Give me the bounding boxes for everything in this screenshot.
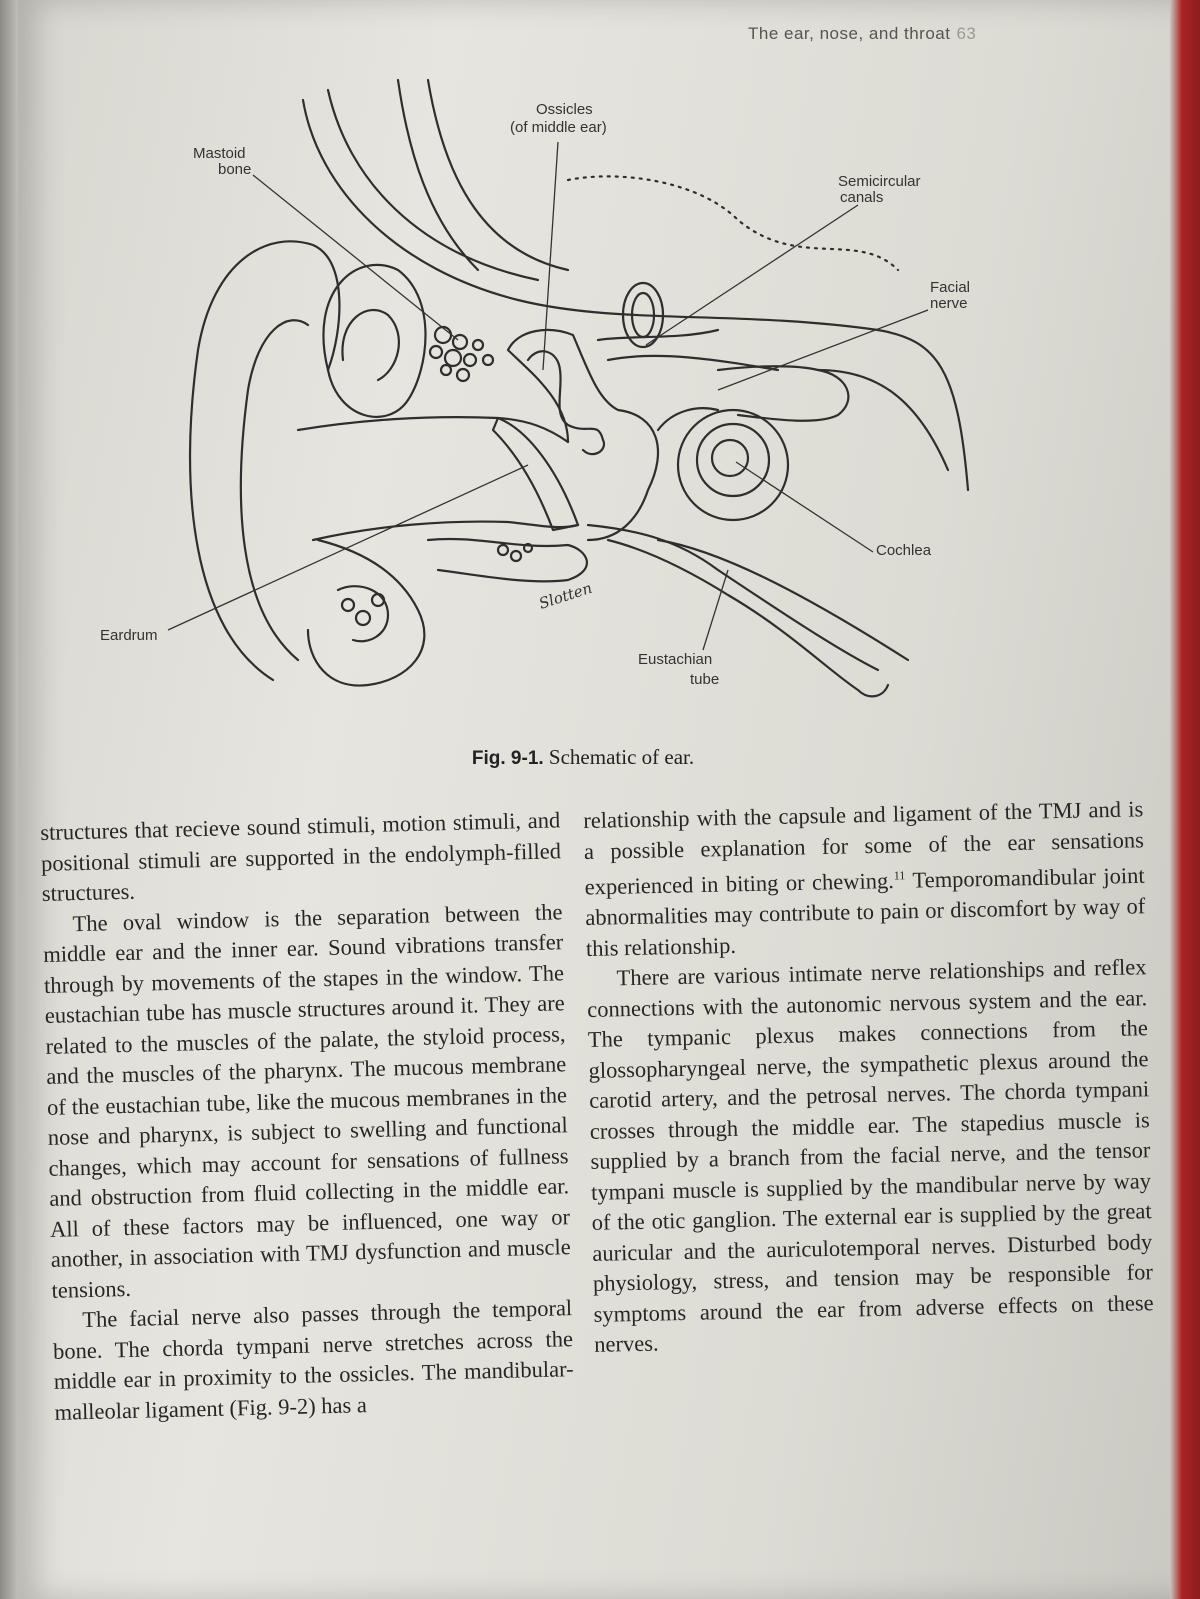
eardrum-shape [493, 418, 578, 530]
label-ossicles-2: (of middle ear) [510, 119, 607, 136]
right-paragraph-2: There are various intimate nerve relationships and reflex connections with the autonomic nervous system and the ear. The tympanic plexus makes connections from the glossopharyngeal nerve, the sympathetic plexus around the carotid artery, and the petrosal nerves. The chorda tympani crosses through the middle ear. The stapedius muscle is supplied by a branch from the facial nerve, and the tensor tympani muscle is supplied by the mandibular nerve by way of the otic ganglion. The external ear is supplied by the great auricular and the auriculotemporal nerves. Disturbed body physiology, stress, and tension may be responsible for symptoms around the ear from adverse effects on these nerves. [586, 954, 1154, 1357]
label-facial-2: nerve [930, 295, 968, 312]
left-paragraph-1: structures that recieve sound stimuli, motion stimuli, and positional stimuli are supported in the endolymph-filled structures. [40, 807, 562, 906]
left-paragraph-3: The facial nerve also passes through the temporal bone. The chorda tympani nerve stretches across the middle ear in proximity to the ossicles. The mandibular-malleolar ligament (Fig. 9-2) has a [52, 1295, 574, 1425]
leader-eardrum [168, 465, 528, 630]
page-number: 63 [956, 24, 977, 43]
label-ossicles-1: Ossicles [536, 101, 593, 118]
right-paragraph-1-end: Temporomandibular joint abnormalities may contribute to pain or discomfort by way of this relationship. [585, 862, 1146, 961]
cochlea-outer [678, 410, 788, 520]
skull-curve-2 [328, 90, 538, 280]
eustachian-tube-bottom [608, 540, 888, 696]
right-paragraph-1-start: relationship with the capsule and ligament of the TMJ and is a possible explanation for some of the ear sensations experienced in biting or chewing. [583, 796, 1145, 900]
left-paragraph-2: The oval window is the separation between the middle ear and the inner ear. Sound vibrations transfer through by movements of the stapes in the window. The eustachian tube has muscle structures around it. They are related to the muscles of the palate, the styloid process, and the muscles of the pharynx. The mucous membrane of the eustachian tube, like the mucous membranes in the nose and pharynx, is subject to swelling and functional changes, which may account for sensations of fullness and obstruction from fluid collecting in the middle ear. All of these factors may be influenced, one way or another, in association with TMJ dysfunction and muscle tensions. [43, 898, 571, 1303]
figure-caption-number: Fig. 9-1. [471, 748, 544, 769]
label-mastoid-2: bone [218, 161, 252, 178]
label-eustachian-1: Eustachian [638, 651, 713, 668]
artist-signature: Slotten [536, 578, 595, 613]
label-mastoid-1: Mastoid [193, 145, 246, 162]
label-eustachian-2: tube [690, 671, 720, 688]
ear-schematic-figure [98, 70, 998, 710]
leader-ossicles [543, 142, 558, 370]
right-text-column [583, 794, 1154, 1360]
running-head-title: The ear, nose, and throat [748, 24, 951, 43]
label-semicircular-1: Semicircular [838, 173, 921, 190]
leader-cochlea [736, 462, 873, 552]
ear-canal-bottom [313, 522, 578, 540]
left-text-column [40, 805, 575, 1428]
leader-facial [718, 310, 928, 390]
figure-caption-text: Schematic of ear. [543, 745, 695, 769]
label-facial-1: Facial [930, 279, 971, 296]
auricle-inner [241, 320, 308, 660]
ossicles [528, 351, 604, 454]
leader-mastoid [253, 175, 458, 340]
figure-caption [18, 745, 1148, 770]
running-head [748, 24, 976, 44]
right-paragraph-1 [583, 794, 1146, 964]
book-edge-right [1170, 0, 1200, 1599]
middle-ear-cavity [508, 330, 658, 540]
label-cochlea: Cochlea [876, 542, 932, 559]
label-semicircular-2: canals [840, 189, 884, 206]
label-eardrum: Eardrum [100, 627, 158, 644]
book-page [18, 0, 1186, 1599]
citation-reference: 11 [893, 868, 906, 883]
internal-canal [718, 366, 848, 421]
